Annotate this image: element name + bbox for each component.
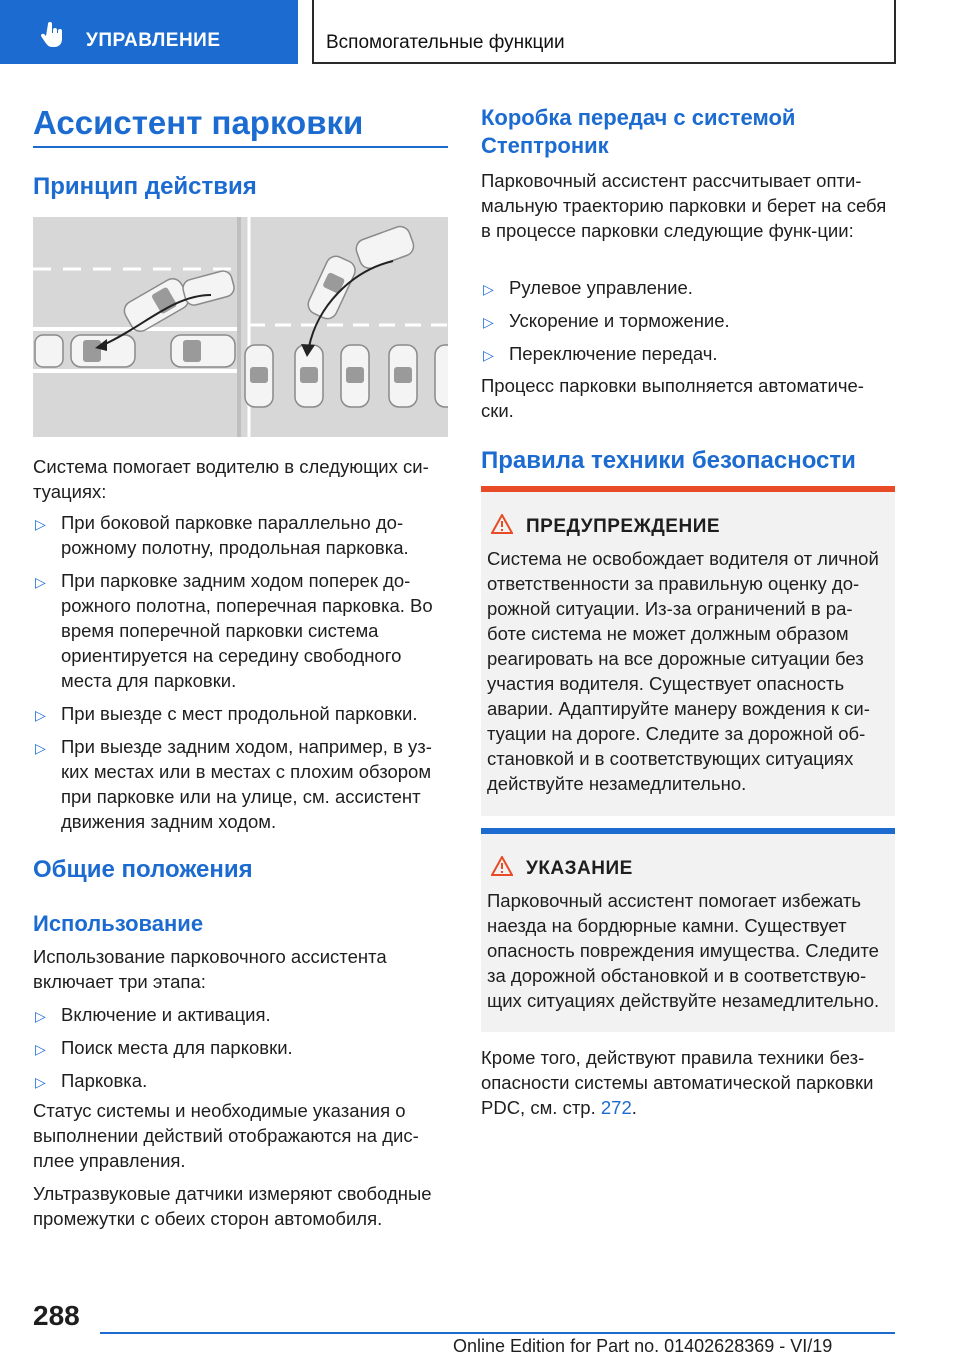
page-reference-link[interactable]: 272 [600,1097,632,1118]
list-item: ▷ При парковке задним ходом поперек до-рожного полотна, поперечная парковка. Во время поперечной парковки система ориентируется на середину свободного места для парковки. [35,570,433,691]
footer-edition: Online Edition for Part no. 01402628369 - VI/19 [453,1336,833,1356]
list-item: ▷ Включение и активация. [33,1002,448,1027]
page-number: 288 [33,1300,80,1331]
list-item: ▷ При выезде задним ходом, например, в уз-ких местах или в местах с плохим обзором при парковке или на улице, см. ассистент движения задним ходом. [35,736,432,832]
intro-paragraph: Система помогает водителю в следующих си-туациях: [33,456,429,502]
list-item: ▷ Парковка. [33,1068,448,1093]
triangle-bullet-icon: ▷ [483,347,494,363]
parking-diagram [33,217,448,437]
triangle-bullet-icon: ▷ [35,516,46,532]
usage-intro-paragraph: Использование парковочного ассистента включает три этапа: [33,946,387,992]
list-item: ▷ Переключение передач. [481,341,895,366]
status-paragraph: Статус системы и необходимые указания о выполнении действий отображаются на дис-плее управления. [33,1100,419,1171]
notice-heading: УКАЗАНИЕ [526,858,633,879]
notice-triangle-icon [491,856,513,876]
list-item: ▷ Ускорение и торможение. [481,308,895,333]
triangle-bullet-icon: ▷ [35,1008,46,1024]
gearbox-paragraph: Парковочный ассистент рассчитывает опти-мальную траекторию парковки и берет на себя в процессе парковки следующие функ-ции: [481,170,887,241]
auto-paragraph: Процесс парковки выполняется автоматиче-ски. [481,375,864,421]
notice-bar [481,828,895,834]
heading-gearbox: Коробка передач с системой Стептроник [481,105,796,158]
warning-bar [481,486,895,492]
functions-list [481,275,895,374]
heading-principle: Принцип действия [33,173,257,200]
list-item: ▷ Рулевое управление. [481,275,895,300]
triangle-bullet-icon: ▷ [35,574,46,590]
list-item: ▷ При выезде с мест продольной парковки. [33,701,448,726]
warning-heading: ПРЕДУПРЕЖДЕНИЕ [526,516,721,537]
list-item: ▷ При боковой парковке параллельно до-рожному полотну, продольная парковка. [35,512,409,558]
hand-pointer-icon [38,20,68,50]
closing-paragraph: Кроме того, действуют правила техники без-опасности системы автоматической парковки PDC, см. стр. 272. [481,1047,874,1118]
warning-triangle-icon [491,514,513,534]
notice-box [481,828,895,1032]
sensors-paragraph: Ультразвуковые датчики измеряют свободные промежутки с обеих сторон автомобиля. [33,1183,432,1229]
page-title: Ассистент парковки [33,104,364,141]
triangle-bullet-icon: ▷ [35,1041,46,1057]
warning-box [481,486,895,816]
heading-usage: Использование [33,911,204,936]
triangle-bullet-icon: ▷ [35,1074,46,1090]
heading-safety: Правила техники безопасности [481,447,856,474]
header-section-label: УПРАВЛЕНИЕ [86,30,221,51]
situations-list [33,510,448,842]
warning-text: Система не освобождает водителя от личной ответственности за правильную оценку до-рожной ситуации. Из-за ограничений в ра-боте система не может должным образом реагировать на все дорожные ситуации без участия водителя. Существует опасность аварии. Адаптируйте манеру вождения к си-туации на дороге. Следите за дорожной об-становкой и в соответствующих ситуациях действуйте незамедлительно. [487,548,879,794]
footer-divider [100,1332,895,1334]
triangle-bullet-icon: ▷ [483,281,494,297]
triangle-bullet-icon: ▷ [483,314,494,330]
list-item: ▷ Поиск места для парковки. [33,1035,448,1060]
triangle-bullet-icon: ▷ [35,707,46,723]
header-subsection-label: Вспомогательные функции [326,32,565,53]
heading-general: Общие положения [33,856,253,883]
title-divider [33,146,448,148]
triangle-bullet-icon: ▷ [35,740,46,756]
parking-illustration [33,217,448,437]
steps-list [33,1002,448,1101]
notice-text: Парковочный ассистент помогает избежать наезда на бордюрные камни. Существует опасность повреждения имущества. Следите за дорожной обстановкой и в соответствую-щих ситуациях действуйте незамедлительно. [487,890,880,1011]
